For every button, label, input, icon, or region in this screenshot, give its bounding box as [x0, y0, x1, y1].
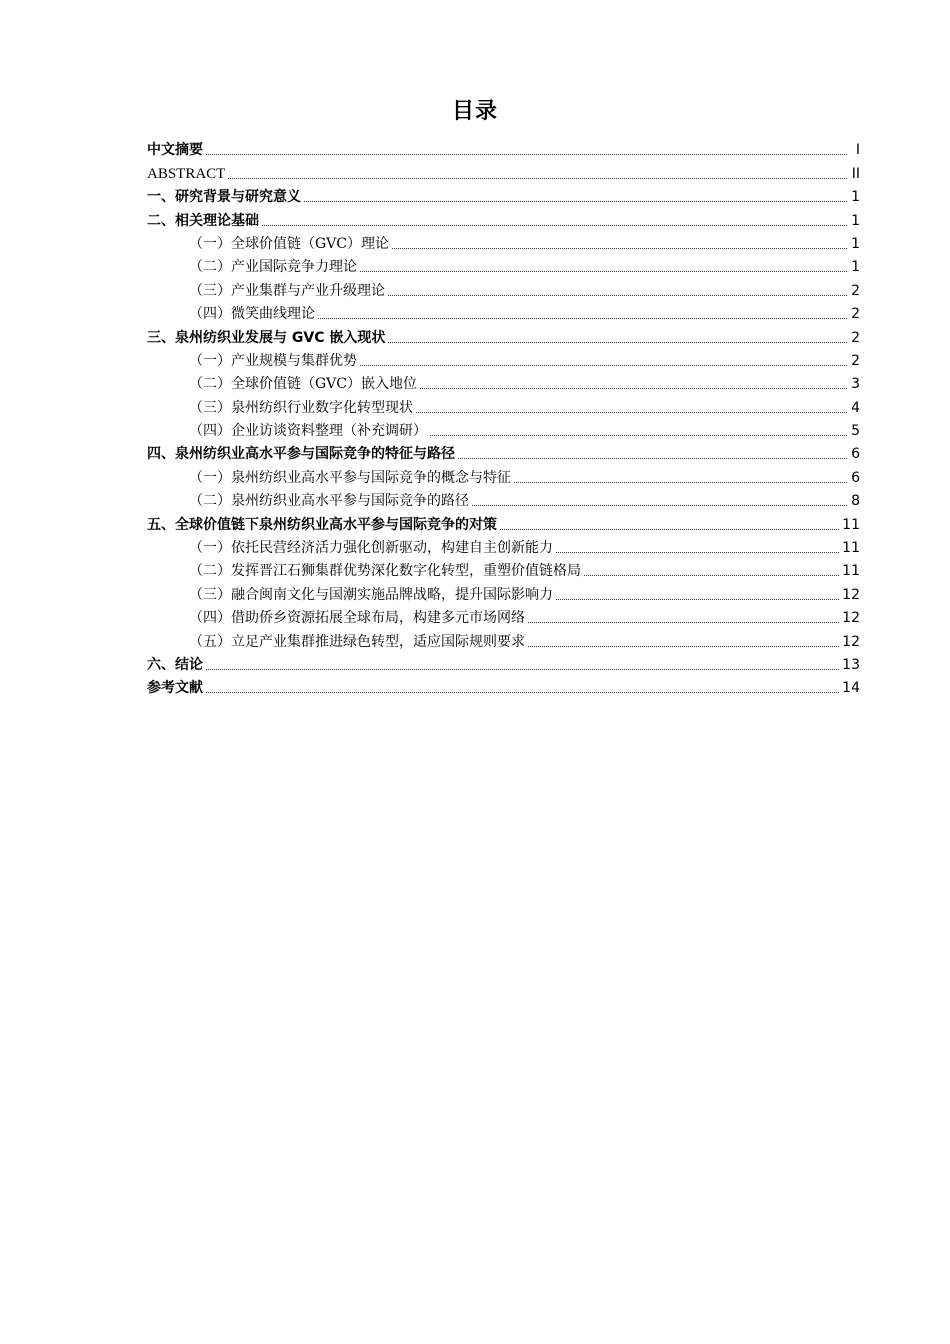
- dot-leader: [388, 341, 847, 343]
- dot-leader: [528, 621, 839, 623]
- dot-leader: [430, 434, 847, 436]
- toc-entry-chapter-3[interactable]: [147, 323, 860, 346]
- dot-leader: [556, 551, 839, 553]
- dot-leader: [262, 224, 847, 226]
- toc-page-number: 12: [842, 633, 860, 650]
- toc-page-number: 8: [851, 493, 860, 510]
- toc-entry-section-2-2[interactable]: [147, 253, 860, 276]
- toc-page-number: 6: [851, 469, 860, 486]
- toc-page-number: 13: [842, 656, 860, 673]
- dot-leader: [416, 411, 847, 413]
- toc-page-number: 2: [851, 282, 860, 299]
- toc-entry-abstract-en[interactable]: [147, 159, 860, 182]
- dot-leader: [360, 270, 847, 272]
- toc-entry-label: 五、全球价值链下泉州纺织业高水平参与国际竞争的对策: [147, 516, 497, 533]
- toc-entry-section-5-3[interactable]: [147, 580, 860, 603]
- toc-entry-label: （一）产业规模与集群优势: [189, 352, 357, 369]
- dot-leader: [388, 294, 847, 296]
- dot-leader: [528, 645, 839, 647]
- toc-entry-section-2-1[interactable]: [147, 230, 860, 253]
- toc-entry-section-2-4[interactable]: [147, 300, 860, 323]
- toc-entry-section-4-2[interactable]: [147, 487, 860, 510]
- dot-leader: [304, 200, 847, 202]
- dot-leader: [318, 317, 847, 319]
- toc-entry-label: 一、研究背景与研究意义: [147, 189, 301, 206]
- toc-entry-section-5-5[interactable]: [147, 627, 860, 650]
- dot-leader: [360, 364, 847, 366]
- toc-entry-section-3-4[interactable]: [147, 417, 860, 440]
- table-of-contents: [147, 136, 860, 697]
- dot-leader: [500, 528, 839, 530]
- dot-leader: [556, 598, 839, 600]
- toc-entry-label: （三）泉州纺织行业数字化转型现状: [189, 399, 413, 416]
- dot-leader: [206, 153, 847, 155]
- toc-entry-label: 中文摘要: [147, 142, 203, 159]
- toc-entry-label: （二）发挥晋江石狮集群优势深化数字化转型，重塑价值链格局: [189, 563, 581, 580]
- toc-entry-chapter-6[interactable]: [147, 651, 860, 674]
- toc-entry-section-3-2[interactable]: [147, 370, 860, 393]
- toc-entry-label: （四）借助侨乡资源拓展全球布局，构建多元市场网络: [189, 610, 525, 627]
- toc-entry-label: （二）全球价值链（GVC）嵌入地位: [189, 376, 418, 393]
- toc-page-number: 1: [851, 189, 860, 206]
- toc-page-number: 5: [851, 423, 860, 440]
- toc-page-number: 14: [842, 680, 860, 697]
- toc-entry-label: （一）依托民营经济活力强化创新驱动，构建自主创新能力: [189, 540, 553, 557]
- toc-entry-label: （四）企业访谈资料整理（补充调研）: [189, 423, 427, 440]
- toc-entry-section-5-2[interactable]: [147, 557, 860, 580]
- dot-leader: [472, 504, 847, 506]
- toc-entry-label: 二、相关理论基础: [147, 212, 259, 229]
- toc-entry-section-5-4[interactable]: [147, 604, 860, 627]
- toc-entry-label: （三）产业集群与产业升级理论: [189, 282, 385, 299]
- toc-entry-label: （一）全球价值链（GVC）理论: [189, 235, 390, 252]
- toc-entry-label: ABSTRACT: [147, 165, 226, 182]
- toc-page-number: 6: [851, 446, 860, 463]
- dot-leader: [392, 247, 847, 249]
- toc-entry-label: （一）泉州纺织业高水平参与国际竞争的概念与特征: [189, 469, 511, 486]
- toc-entry-chapter-5[interactable]: [147, 510, 860, 533]
- dot-leader: [228, 177, 847, 179]
- dot-leader: [584, 574, 839, 576]
- toc-page-number: 1: [851, 259, 860, 276]
- toc-page-number: 1: [851, 212, 860, 229]
- dot-leader: [458, 457, 847, 459]
- dot-leader: [514, 481, 847, 483]
- toc-page-number: 11: [842, 516, 860, 533]
- toc-entry-section-5-1[interactable]: [147, 534, 860, 557]
- toc-page-number: 4: [851, 399, 860, 416]
- dot-leader: [420, 387, 847, 389]
- toc-page-number: 11: [842, 563, 860, 580]
- toc-page-number: 2: [851, 329, 860, 346]
- toc-page-number: 3: [851, 376, 860, 393]
- toc-entry-abstract-cn[interactable]: [147, 136, 860, 159]
- toc-page-number: 1: [851, 235, 860, 252]
- toc-entry-chapter-2[interactable]: [147, 206, 860, 229]
- toc-entry-label: （五）立足产业集群推进绿色转型，适应国际规则要求: [189, 633, 525, 650]
- toc-page-number: 12: [842, 610, 860, 627]
- toc-page-number: II: [851, 165, 860, 182]
- toc-entry-label: （三）融合闽南文化与国潮实施品牌战略，提升国际影响力: [189, 586, 553, 603]
- toc-entry-label: （二）泉州纺织业高水平参与国际竞争的路径: [189, 493, 469, 510]
- toc-page-number: 11: [842, 540, 860, 557]
- page-title: 目录: [451, 99, 498, 124]
- toc-page-number: 12: [842, 586, 860, 603]
- toc-entry-label: 参考文献: [147, 680, 203, 697]
- toc-entry-label: 六、结论: [147, 656, 203, 673]
- toc-page-number: 2: [851, 306, 860, 323]
- toc-entry-chapter-1[interactable]: [147, 183, 860, 206]
- toc-entry-label: 四、泉州纺织业高水平参与国际竞争的特征与路径: [147, 446, 455, 463]
- toc-entry-section-2-3[interactable]: [147, 276, 860, 299]
- toc-page-number: I: [855, 142, 860, 159]
- toc-entry-label: 三、泉州纺织业发展与 GVC 嵌入现状: [147, 329, 386, 346]
- dot-leader: [206, 691, 839, 693]
- toc-entry-section-3-3[interactable]: [147, 393, 860, 416]
- toc-page-number: 2: [851, 352, 860, 369]
- toc-entry-label: （二）产业国际竞争力理论: [189, 259, 357, 276]
- toc-entry-references[interactable]: [147, 674, 860, 697]
- toc-entry-label: （四）微笑曲线理论: [189, 306, 315, 323]
- toc-entry-chapter-4[interactable]: [147, 440, 860, 463]
- toc-entry-section-4-1[interactable]: [147, 463, 860, 486]
- dot-leader: [206, 668, 839, 670]
- toc-entry-section-3-1[interactable]: [147, 347, 860, 370]
